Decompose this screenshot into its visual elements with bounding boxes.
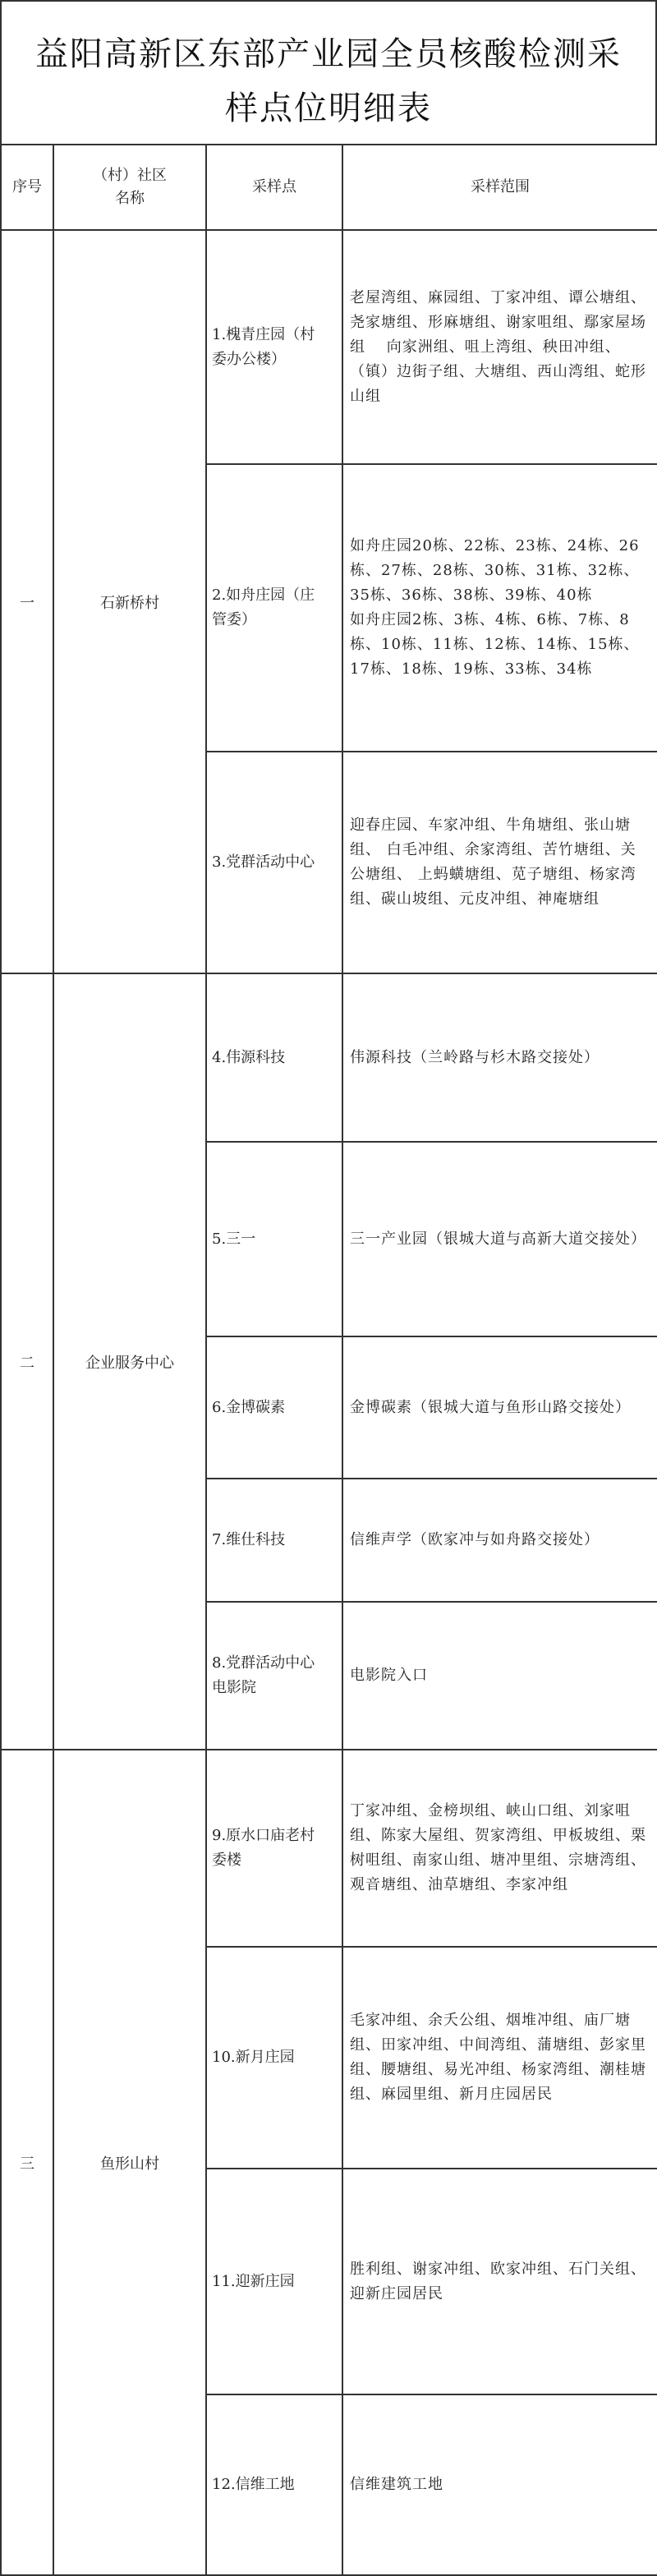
- sampling-point: 4.伟源科技: [206, 973, 342, 1142]
- sampling-range: 丁家冲组、金榜坝组、峡山口组、刘家咀组、陈家大屋组、贺家湾组、甲板坡组、栗树咀组、南家山组、塘冲里组、宗塘湾组、观音塘组、油草塘组、李家冲组: [342, 1750, 657, 1947]
- sampling-range: 如舟庄园20栋、22栋、23栋、24栋、26栋、27栋、28栋、30栋、31栋、32栋、35栋、36栋、38栋、39栋、40栋 如舟庄园2栋、3栋、4栋、6栋、7栋、8栋、10栋、11栋、12栋、14栋、15栋、17栋、18栋、19栋、33栋、34栋: [342, 464, 657, 752]
- sampling-range: 老屋湾组、麻园组、丁家冲组、谭公塘组、尧家塘组、形麻塘组、谢家咀组、鄢家屋场组 向家洲组、咀上湾组、秧田冲组、（镇）边街子组、大塘组、西山湾组、蛇形山组: [342, 230, 657, 464]
- sampling-range: 伟源科技（兰岭路与杉木路交接处）: [342, 973, 657, 1142]
- group-seq: 二: [1, 973, 53, 1750]
- sampling-range: 毛家冲组、余夭公组、烟堆冲组、庙厂塘组、田家冲组、中间湾组、蒲塘组、彭家里组、腰塘组、易光冲组、杨家湾组、潮桂塘组、麻园里组、新月庄园居民: [342, 1947, 657, 2169]
- sampling-point: 12.信维工地: [206, 2394, 342, 2575]
- sampling-point: 7.维仕科技: [206, 1479, 342, 1602]
- table-row: [1, 973, 657, 1142]
- sampling-points-table: [0, 144, 657, 2576]
- sampling-range: 电影院入口: [342, 1602, 657, 1750]
- group-seq: 三: [1, 1750, 53, 2575]
- sampling-range: 迎春庄园、车家冲组、牛角塘组、张山塘组、 白毛冲组、余家湾组、苦竹塘组、关公塘组、 上蚂蟥塘组、苋子塘组、杨家湾组、碳山坡组、元皮冲组、神庵塘组: [342, 752, 657, 973]
- header-range: 采样范围: [342, 145, 657, 230]
- sampling-point: 11.迎新庄园: [206, 2169, 342, 2394]
- sampling-point: 10.新月庄园: [206, 1947, 342, 2169]
- sampling-point: 5.三一: [206, 1142, 342, 1336]
- sampling-point: 2.如舟庄园（庄管委）: [206, 464, 342, 752]
- header-point: 采样点: [206, 145, 342, 230]
- page-title: 益阳高新区东部产业园全员核酸检测采样点位明细表: [0, 0, 657, 144]
- table-row: [1, 1750, 657, 1947]
- sampling-point: 3.党群活动中心: [206, 752, 342, 973]
- sampling-range: 三一产业园（银城大道与高新大道交接处）: [342, 1142, 657, 1336]
- community-name: 企业服务中心: [53, 973, 206, 1750]
- sampling-point: 1.槐青庄园（村委办公楼）: [206, 230, 342, 464]
- community-name: 石新桥村: [53, 230, 206, 973]
- table-header-row: [1, 145, 657, 230]
- sampling-range: 信维声学（欧家冲与如舟路交接处）: [342, 1479, 657, 1602]
- sampling-point: 9.原水口庙老村委楼: [206, 1750, 342, 1947]
- group-seq: 一: [1, 230, 53, 973]
- table-row: [1, 230, 657, 464]
- sampling-point: 8.党群活动中心电影院: [206, 1602, 342, 1750]
- header-seq: 序号: [1, 145, 53, 230]
- sampling-range: 信维建筑工地: [342, 2394, 657, 2575]
- community-name: 鱼形山村: [53, 1750, 206, 2575]
- sampling-point: 6.金博碳素: [206, 1336, 342, 1479]
- sampling-range: 金博碳素（银城大道与鱼形山路交接处）: [342, 1336, 657, 1479]
- sampling-range: 胜利组、谢家冲组、欧家冲组、石门关组、迎新庄园居民: [342, 2169, 657, 2394]
- header-community: （村）社区名称: [53, 145, 206, 230]
